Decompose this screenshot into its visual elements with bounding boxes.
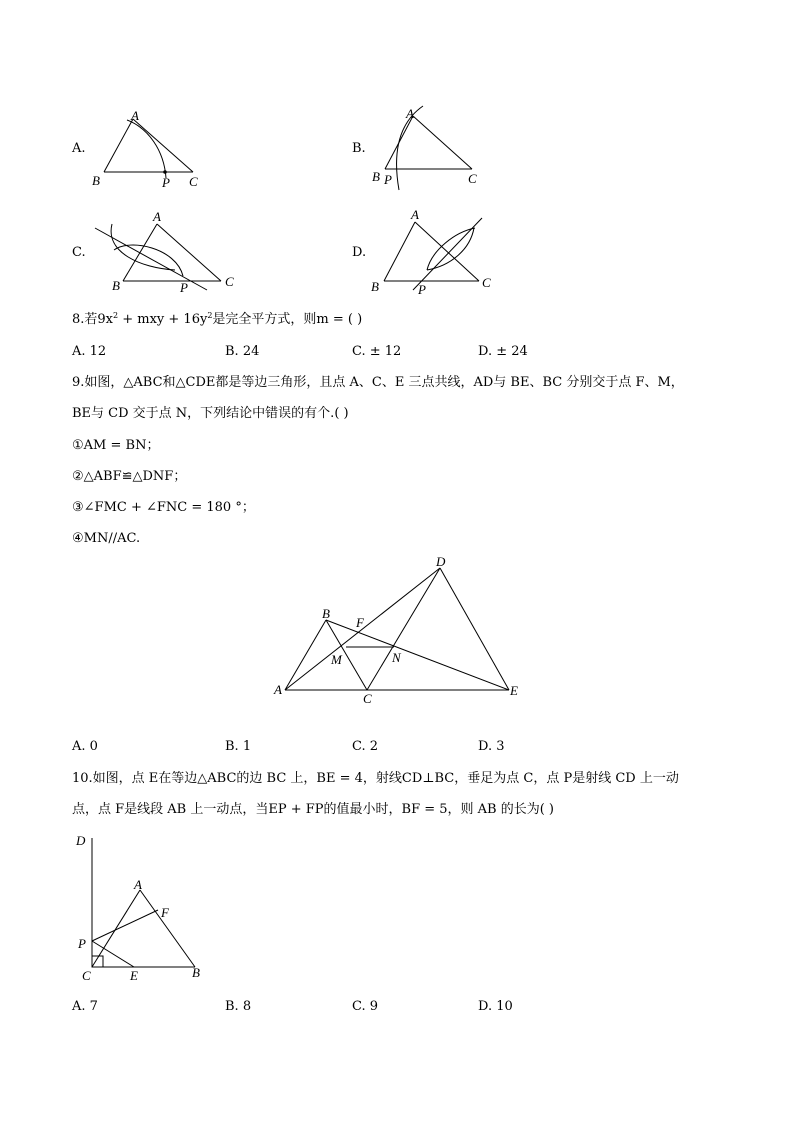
q9-label-b: B <box>322 606 330 621</box>
q10-label-a: A <box>134 877 142 892</box>
q7c-label-b: B <box>112 278 120 293</box>
q7-option-b-label: B. <box>352 141 366 156</box>
q9-statement-2: ②△ABF≌△DNF； <box>72 469 187 484</box>
q7a-label-p: P <box>162 175 170 190</box>
q7d-label-a: A <box>411 207 419 222</box>
q9-label-c: C <box>363 691 372 706</box>
q9-label-e: E <box>510 683 518 698</box>
q10-label-c: C <box>82 968 91 983</box>
q7c-label-c: C <box>225 274 234 289</box>
q10-label-p: P <box>78 936 86 951</box>
q7d-label-b: B <box>371 279 379 294</box>
q7d-label-p: P <box>418 282 426 297</box>
q8-option-d: D. ± 24 <box>478 344 528 359</box>
q8-sup-1: 2 <box>113 311 119 320</box>
q10-option-b: B. 8 <box>225 999 252 1014</box>
q9-statement-3: ③∠FMC + ∠FNC = 180 °； <box>72 500 255 515</box>
q7a-label-b: B <box>92 173 100 188</box>
q10-stem-line2: 点，点 F是线段 AB 上一动点，当EP + FP的值最小时，BF = 5，则 AB 的长为( ) <box>72 802 555 817</box>
q10-option-d: D. 10 <box>478 999 513 1014</box>
q8-stem-suffix: 是完全平方式，则m = ( ) <box>212 312 363 327</box>
q7-option-a-label: A. <box>72 141 86 156</box>
q9-label-n: N <box>392 650 401 665</box>
q10-stem-line1: 10.如图，点 E在等边△ABC的边 BC 上，BE = 4，射线CD⊥BC，垂足为点 C，点 P是射线 CD 上一动 <box>72 771 679 786</box>
q9-stem-line2: BE与 CD 交于点 N，下列结论中错误的有个.( ) <box>72 406 349 421</box>
q9-label-d: D <box>436 554 446 569</box>
q9-label-m: M <box>331 652 342 667</box>
q8-option-b: B. 24 <box>225 344 260 359</box>
q7b-label-p: P <box>384 172 392 187</box>
q10-label-f: F <box>161 905 169 920</box>
q9-option-d: D. 3 <box>478 739 505 754</box>
q10-label-b: B <box>192 965 200 980</box>
q9-statement-1: ①AM = BN； <box>72 438 160 453</box>
q9-option-c: C. 2 <box>352 739 379 754</box>
q10-label-d: D <box>76 833 86 848</box>
q7c-label-a: A <box>153 209 161 224</box>
q7-option-d-label: D. <box>352 245 367 260</box>
q8-option-c: C. ± 12 <box>352 344 402 359</box>
q9-statement-4: ④MN//AC. <box>72 531 141 546</box>
q7-option-c-label: C. <box>72 245 86 260</box>
q9-label-f: F <box>356 615 364 630</box>
q9-label-a: A <box>274 682 282 697</box>
q7b-label-b: B <box>372 169 380 184</box>
q7b-label-c: C <box>468 171 477 186</box>
q9-option-b: B. 1 <box>225 739 252 754</box>
q7b-label-a: A <box>406 106 414 121</box>
q10-option-a: A. 7 <box>72 999 98 1014</box>
q8-stem-prefix: 8.若9x <box>72 312 114 327</box>
q9-option-a: A. 0 <box>72 739 98 754</box>
q8-option-a: A. 12 <box>72 344 107 359</box>
q10-label-e: E <box>130 968 138 983</box>
q7a-label-a: A <box>131 108 139 123</box>
q8-stem-mid: + mxy + 16y <box>118 312 208 327</box>
q7d-label-c: C <box>482 275 491 290</box>
q7a-label-c: C <box>189 174 198 189</box>
q9-stem-line1: 9.如图，△ABC和△CDE都是等边三角形，且点 A、C、E 三点共线，AD与 BE、BC 分别交于点 F、M， <box>72 375 684 390</box>
q10-option-c: C. 9 <box>352 999 379 1014</box>
q8-sup-2: 2 <box>207 311 213 320</box>
q7c-label-p: P <box>180 280 188 295</box>
